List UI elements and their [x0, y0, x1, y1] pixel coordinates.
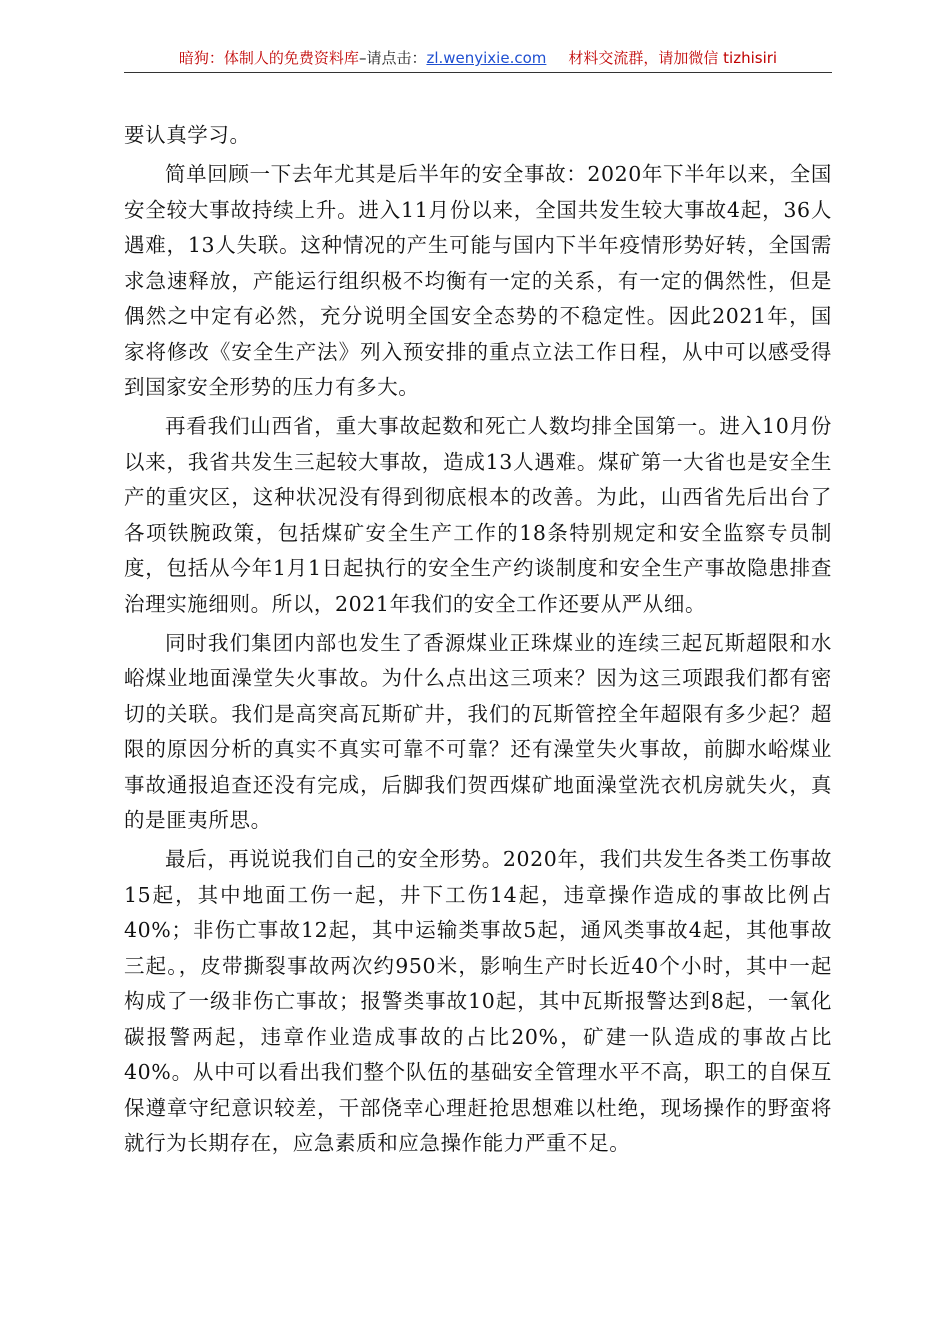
document-body: [124, 118, 832, 1165]
header-link[interactable]: zl.wenyixie.com: [426, 49, 547, 67]
paragraph-national-review: 简单回顾一下去年尤其是后半年的安全事故：2020年下半年以来，全国安全较大事故持续上升。进入11月份以来，全国共发生较大事故4起，36人遇难，13人失联。这种情况的产生可能与国内下半年疫情形势好转，全国需求急速释放，产能运行组织极不均衡有一定的关系，有一定的偶然性，但是偶然之中定有必然，充分说明全国安全态势的不稳定性。因此2021年，国家将修改《安全生产法》列入预安排的重点立法工作日程，从中可以感受得到国家安全形势的压力有多大。: [124, 162, 832, 399]
header-group-note: 材料交流群，请加微信 tizhisiri: [568, 49, 778, 67]
paragraph-own-situation: 最后，再说说我们自己的安全形势。2020年，我们共发生各类工伤事故15起，其中地面工伤一起，井下工伤14起，违章操作造成的事故比例占40%；非伤亡事故12起，其中运输类事故5起，通风类事故4起，其他事故三起。，皮带撕裂事故两次约950米，影响生产时长近40个小时，其中一起构成了一级非伤亡事故；报警类事故10起，其中瓦斯报警达到8起，一氧化碳报警两起，违章作业造成事故的占比20%，矿建一队造成的事故占比40%。从中可以看出我们整个队伍的基础安全管理水平不高，职工的自保互保遵章守纪意识较差，干部侥幸心理赶抢思想难以杜绝，现场操作的野蛮将就行为长期存在，应急素质和应急操作能力严重不足。: [124, 847, 832, 1155]
header-brand: 暗狗：体制人的免费资料库: [178, 49, 359, 67]
paragraph-continuation: 要认真学习。: [124, 123, 251, 147]
paragraph-group-incidents: 同时我们集团内部也发生了香源煤业正珠煤业的连续三起瓦斯超限和水峪煤业地面澡堂失火事故。为什么点出这三项来？因为这三项跟我们都有密切的关联。我们是高突高瓦斯矿井，我们的瓦斯管控全年超限有多少起？超限的原因分析的真实不真实可靠不可靠？还有澡堂失火事故，前脚水峪煤业事故通报追查还没有完成，后脚我们贺西煤矿地面澡堂洗衣机房就失火，真的是匪夷所思。: [124, 630, 832, 832]
paragraph-shanxi-province: 再看我们山西省，重大事故起数和死亡人数均排全国第一。进入10月份以来，我省共发生三起较大事故，造成13人遇难。煤矿第一大省也是安全生产的重灾区，这种状况没有得到彻底根本的改善。为此，山西省先后出台了各项铁腕政策，包括煤矿安全生产工作的18条特别规定和安全监察专员制度，包括从今年1月1日起执行的安全生产约谈制度和安全生产事故隐患排查治理实施细则。所以，2021年我们的安全工作还要从严从细。: [124, 414, 832, 616]
page-header: [124, 44, 832, 73]
header-prompt: –请点击：: [358, 49, 427, 67]
